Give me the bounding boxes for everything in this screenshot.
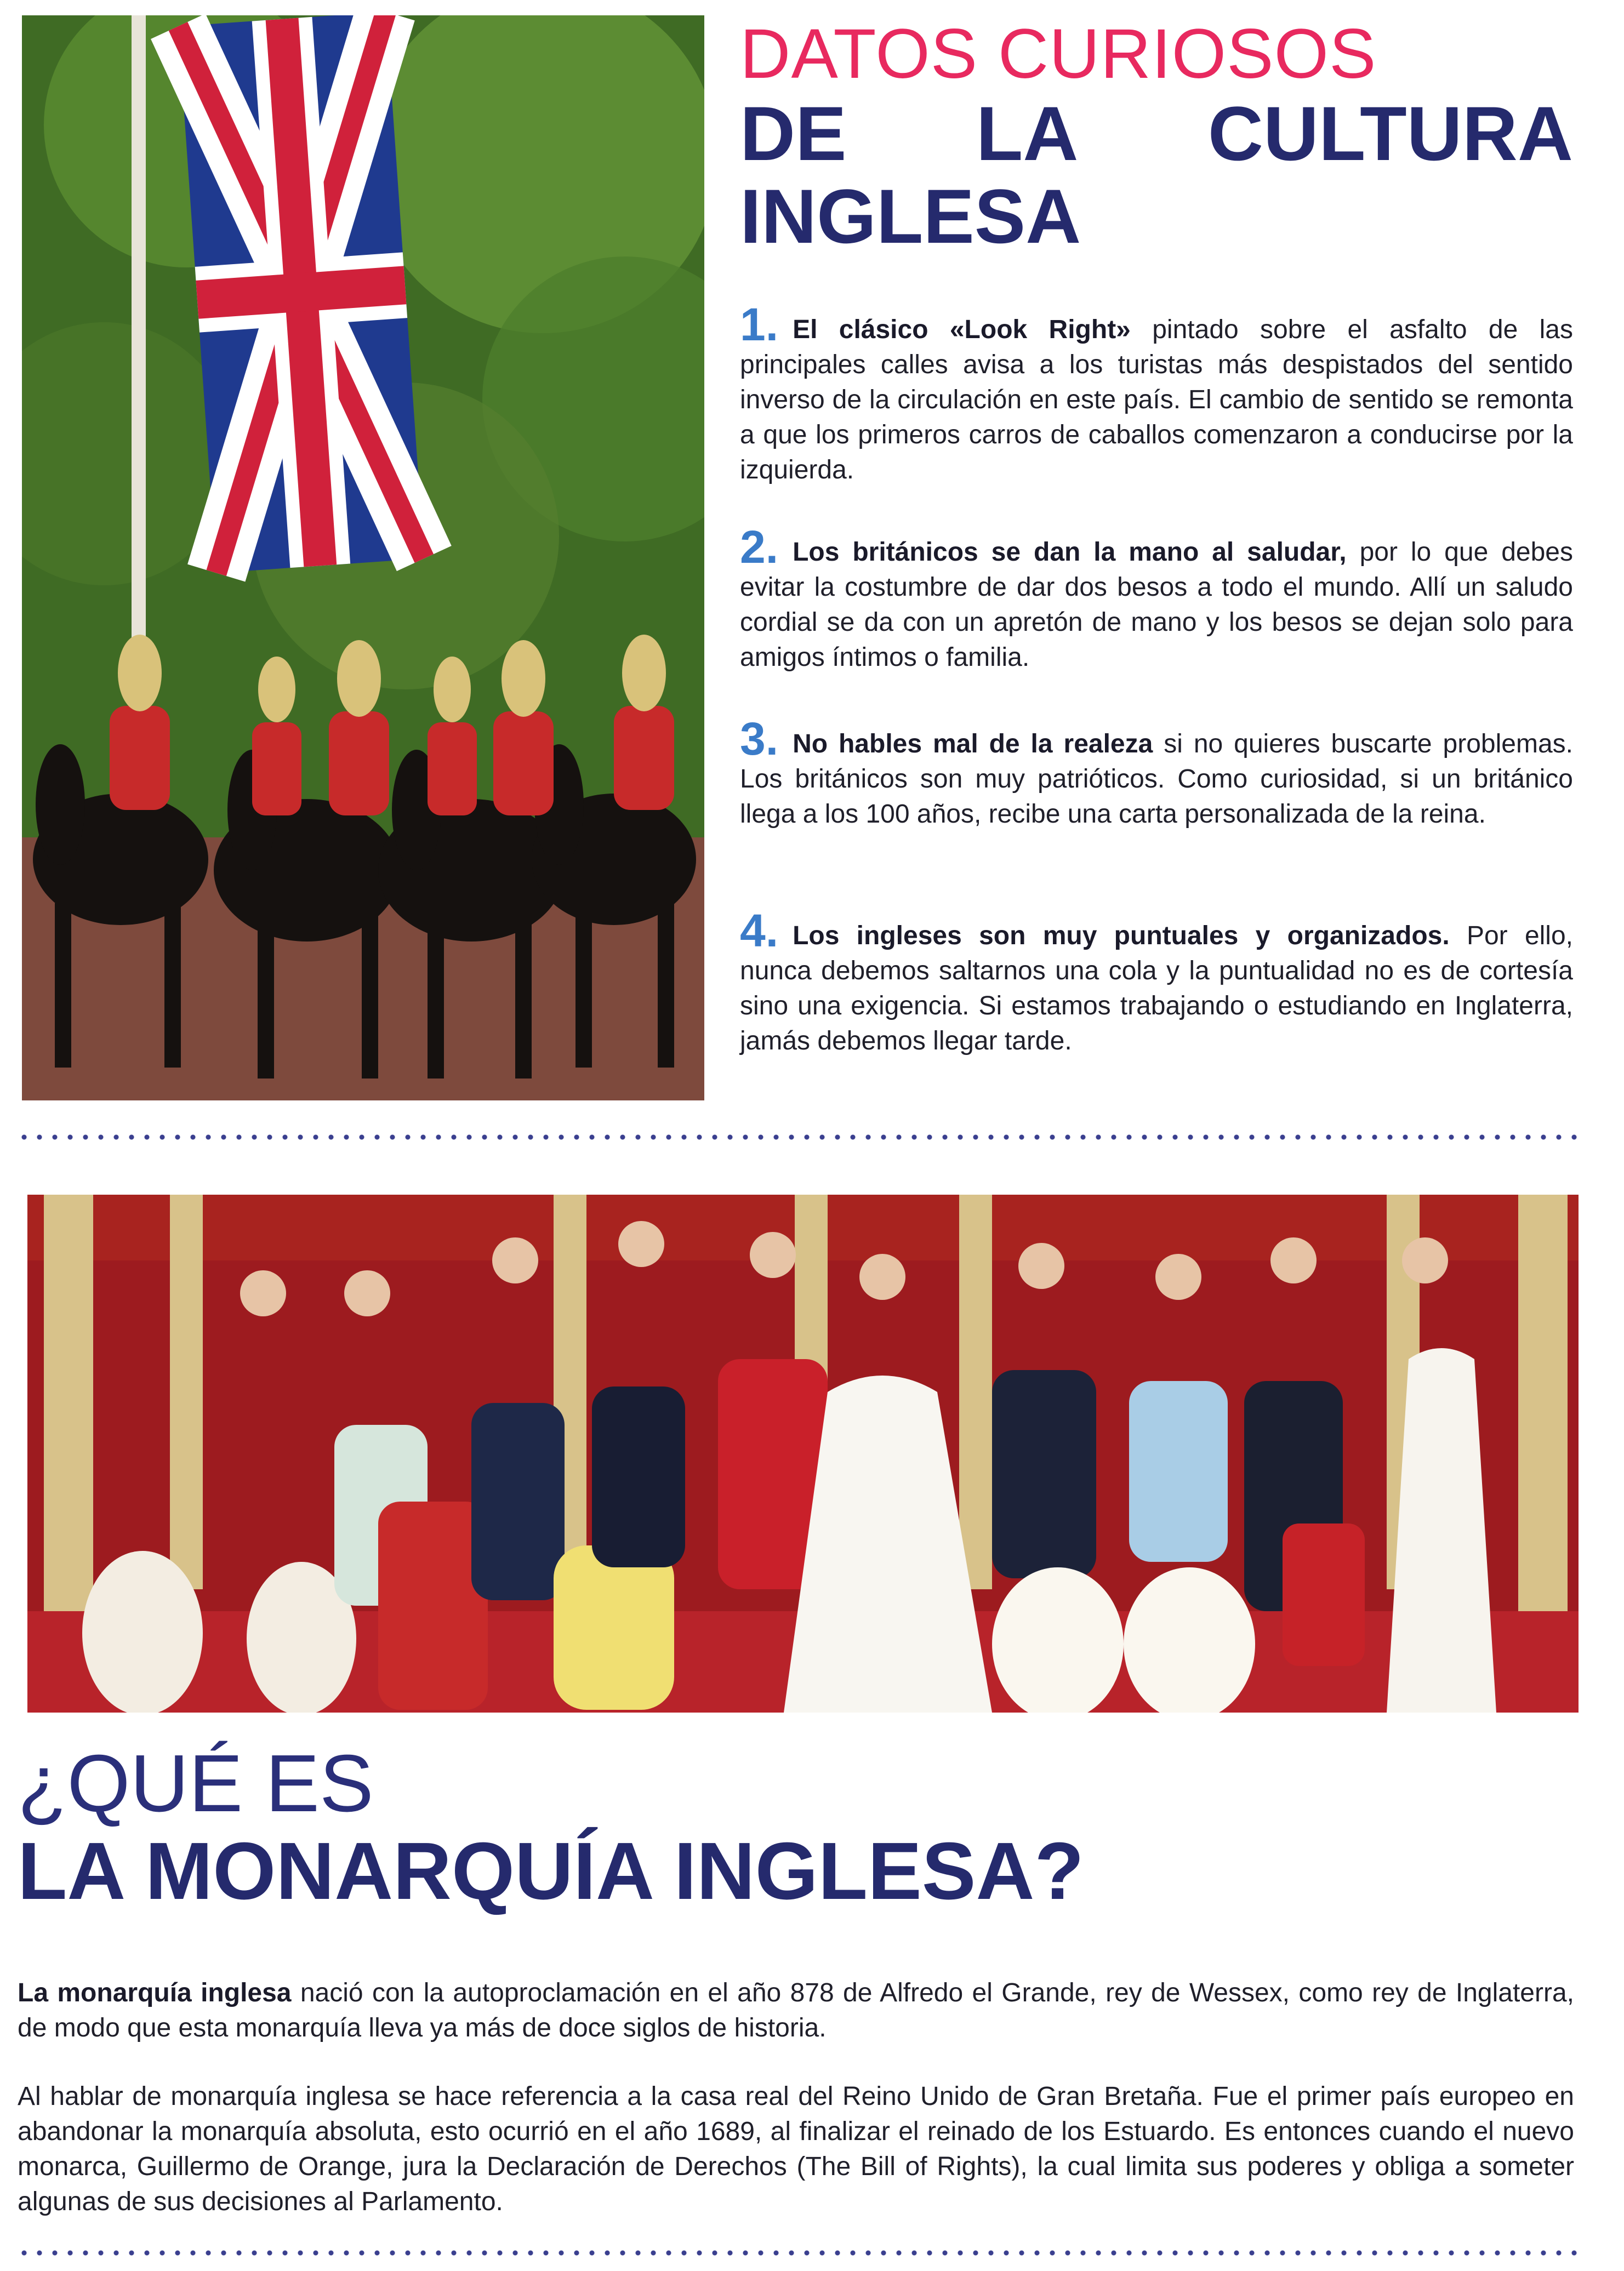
fact-number: 3. [740,713,779,764]
article-title [740,16,1573,258]
dotted-divider-bottom [16,2250,1579,2256]
fact-lead: Los británicos se dan la mano al saludar, [793,538,1347,567]
fact-3 [740,713,1573,832]
section-heading-line-2: LA MONARQUÍA INGLESA? [18,1826,1084,1916]
fact-lead: No hables mal de la realeza [793,729,1153,758]
dotted-divider [16,1134,1579,1140]
paragraph-text: nació con la autoproclamación en el año 878 de Alfredo el Grande, rey de Wessex, como rey de Inglaterra, de modo que esta monarquía lleva ya más de doce siglos de historia. [18,1978,1574,2042]
paragraph-lead: La monarquía inglesa [18,1978,292,2007]
fact-number: 1. [740,299,779,350]
fact-lead: Los ingleses son muy puntuales y organizados. [793,921,1450,950]
fact-1 [740,299,1574,488]
title-word: CULTURA [1207,90,1573,177]
title-line-1: DATOS CURIOSOS [740,15,1377,93]
royal-family-photo [27,1195,1579,1713]
paragraph-2: Al hablar de monarquía inglesa se hace referencia a la casa real del Reino Unido de Gran Bretaña. Fue el primer país europeo en abandonar la monarquía absoluta, esto ocurrió en el año 1689, al finalizar el reinado de los Estuardo. Es entonces cuando el nuevo monarca, Guillermo de Orange, jura la Declaración de Derechos (The Bill of Rights), la cual limita sus poderes y obliga a someter algunas de sus decisiones al Parlamento. [18,2082,1574,2216]
fact-4 [740,905,1573,1059]
section-heading-line-1: ¿QUÉ ES [18,1738,374,1829]
title-word: LA [976,90,1079,177]
fact-text: si no quieres buscarte problemas. Los británicos son muy patrióticos. Como curiosidad, si un británico llega a los 100 años, recibe una carta personalizada de la reina. [740,729,1573,829]
title-word: DE [740,90,847,177]
fact-lead: El clásico «Look Right» [793,315,1131,344]
fact-text: por lo que debes evitar la costumbre de dar dos besos a todo el mundo. Allí un saludo cordial se da con un apretón de mano y los besos se dejan solo para amigos íntimos o familia. [740,538,1573,672]
paragraph-1 [18,1976,1574,2046]
fact-2 [740,521,1573,675]
fact-number: 4. [740,905,779,956]
fact-number: 2. [740,521,779,573]
title-line-3: INGLESA [740,173,1081,260]
fact-text: pintado sobre el asfalto de las principales calles avisa a los turistas más despistados del sentido inverso de la circulación en este país. El cambio de sentido se remonta a que los primeros carros de caballos comenzaron a conducirse por la izquierda. [740,315,1574,484]
title-line-2 [740,92,1573,175]
fact-text: Por ello, nunca debemos saltarnos una cola y la puntualidad no es de cortesía sino una exigencia. Si estamos trabajando o estudiando en Inglaterra, jamás debemos llegar tarde. [740,921,1573,1055]
flag-horse-guards-photo [22,15,704,1100]
